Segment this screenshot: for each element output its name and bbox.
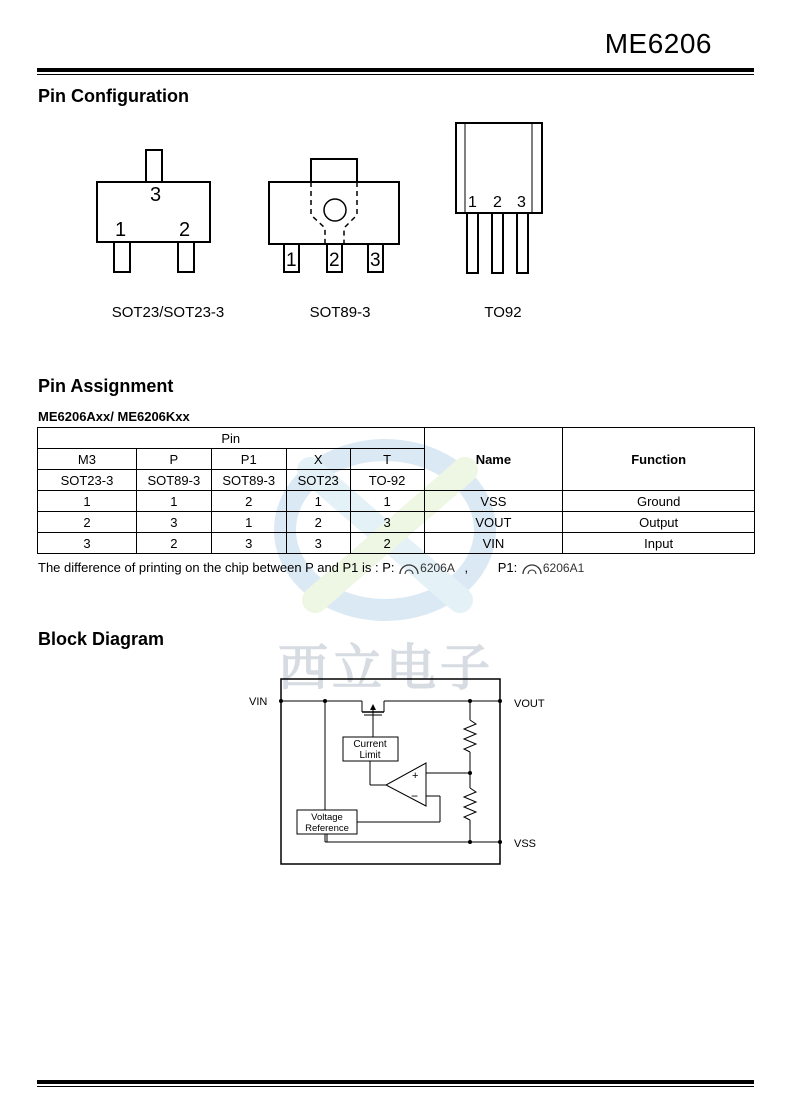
function-cell: Output	[563, 512, 755, 533]
name-cell: VSS	[424, 491, 563, 512]
sot23-pin2-label: 2	[179, 219, 191, 241]
pin-cell: 1	[286, 491, 350, 512]
variant-cell: T	[350, 449, 424, 470]
current-limit-label-line2: Limit	[359, 750, 381, 761]
pin-cell: 1	[350, 491, 424, 512]
variant-cell: P	[136, 449, 211, 470]
block-diagram-heading: Block Diagram	[38, 629, 165, 649]
separator: ,	[464, 560, 469, 575]
to92-pin2-label: 2	[493, 194, 502, 211]
p1-label: P1:	[497, 560, 518, 575]
logo-mark-icon	[398, 563, 420, 575]
voltage-reference-line2: Reference	[305, 823, 349, 834]
pin-cell: 1	[211, 512, 286, 533]
pin-cell: 1	[38, 491, 137, 512]
sot23-label: SOT23/SOT23-3	[111, 304, 225, 321]
sot23-pin3-label: 3	[150, 184, 162, 206]
table-row	[38, 512, 755, 533]
note-text: The difference of printing on the chip between P and P1 is : P:	[38, 560, 395, 575]
header-rule	[37, 68, 754, 72]
header-rule-thin	[37, 74, 754, 75]
pin-cell: 3	[136, 512, 211, 533]
pin-cell: 2	[211, 491, 286, 512]
pin-cell: 3	[211, 533, 286, 554]
variant-cell: M3	[38, 449, 137, 470]
pin-assignment-table	[37, 427, 755, 554]
package-type-cell: SOT89-3	[136, 470, 211, 491]
pin-assignment-subheading: ME6206Axx/ ME6206Kxx	[38, 409, 190, 424]
voltage-reference-line1: Voltage	[311, 812, 343, 823]
table-row	[38, 533, 755, 554]
function-header: Function	[563, 428, 755, 491]
package-type-cell: TO-92	[350, 470, 424, 491]
name-cell: VIN	[424, 533, 563, 554]
printing-note	[38, 560, 584, 575]
vout-label: VOUT	[514, 698, 545, 710]
amp-minus: −	[411, 789, 419, 803]
sot89-pin2-label: 2	[329, 250, 340, 271]
name-cell: VOUT	[424, 512, 563, 533]
name-header: Name	[424, 428, 563, 491]
to92-pin3-label: 3	[517, 194, 526, 211]
pin-cell: 3	[286, 533, 350, 554]
amp-plus: +	[412, 770, 419, 782]
pin-cell: 2	[136, 533, 211, 554]
pin-cell: 2	[286, 512, 350, 533]
block-diagram	[240, 670, 560, 870]
vss-label: VSS	[514, 838, 537, 850]
to92-label: TO92	[484, 304, 522, 321]
package-type-cell: SOT23	[286, 470, 350, 491]
pin-cell: 2	[350, 533, 424, 554]
table-header-row	[38, 428, 755, 449]
package-drawings	[0, 110, 790, 290]
pin-group-header: Pin	[38, 428, 425, 449]
mark-p1: 6206A1	[542, 561, 585, 575]
sot89-pin1-label: 1	[286, 250, 297, 271]
footer-rule-thin	[37, 1086, 754, 1087]
pin-cell: 3	[38, 533, 137, 554]
sot89-label: SOT89-3	[309, 304, 371, 321]
logo-mark-icon	[521, 563, 543, 575]
pin-cell: 2	[38, 512, 137, 533]
package-type-cell: SOT89-3	[211, 470, 286, 491]
sot89-pin3-label: 3	[370, 250, 381, 271]
footer-rule	[37, 1080, 754, 1084]
variant-cell: X	[286, 449, 350, 470]
table-row	[38, 491, 755, 512]
variant-cell: P1	[211, 449, 286, 470]
sot23-drawing	[97, 150, 210, 272]
sot89-drawing	[269, 159, 399, 272]
function-cell: Ground	[563, 491, 755, 512]
current-limit-label-line1: Current	[353, 739, 387, 750]
function-cell: Input	[563, 533, 755, 554]
package-type-cell: SOT23-3	[38, 470, 137, 491]
to92-drawing	[456, 123, 542, 273]
pin-assignment-heading: Pin Assignment	[38, 376, 174, 396]
vin-label: VIN	[249, 696, 268, 708]
pin-cell: 3	[350, 512, 424, 533]
watermark-text: 西立电子	[278, 639, 494, 697]
sot23-pin1-label: 1	[115, 219, 127, 241]
document-title: ME6206	[604, 28, 712, 59]
mark-p: 6206A	[420, 561, 455, 575]
to92-pin1-label: 1	[468, 194, 477, 211]
pin-configuration-heading: Pin Configuration	[38, 86, 189, 106]
pin-cell: 1	[136, 491, 211, 512]
